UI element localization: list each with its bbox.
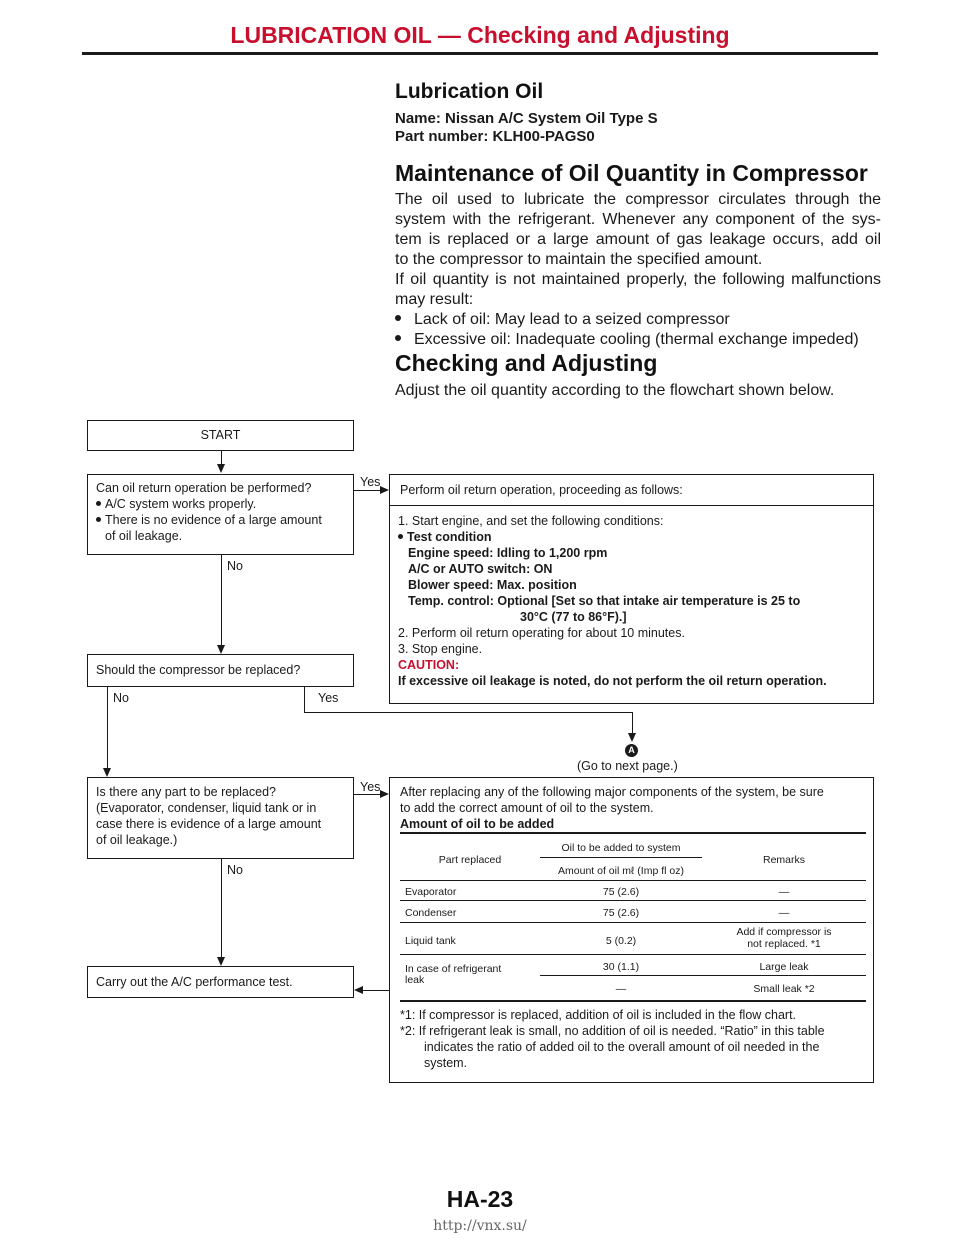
question-text: (Evaporator, condenser, liquid tank or in bbox=[96, 801, 317, 815]
arrow-down-icon bbox=[217, 645, 225, 654]
arrow-down-icon bbox=[628, 733, 636, 742]
table-cell: — bbox=[778, 886, 790, 898]
instruction-text: to add the correct amount of oil to the system. bbox=[400, 801, 654, 815]
table-cell: Condenser bbox=[405, 907, 457, 919]
table-cell bbox=[405, 964, 501, 986]
oil-part-number-line: Part number: KLH00-PAGS0 bbox=[395, 128, 595, 145]
question-compressor-replace-box: Should the compressor be replaced? bbox=[87, 654, 354, 687]
connector-line bbox=[354, 490, 380, 491]
bullet-icon bbox=[395, 315, 401, 321]
arrow-down-icon bbox=[217, 464, 225, 473]
table-header: Oil to be added to system bbox=[561, 842, 681, 854]
condition-line: Blower speed: Max. position bbox=[408, 578, 577, 592]
table-cell: Small leak *2 bbox=[753, 983, 815, 995]
connector-line bbox=[304, 712, 632, 713]
arrow-left-icon bbox=[354, 986, 363, 994]
yes-label: Yes bbox=[318, 691, 339, 705]
table-title: Amount of oil to be added bbox=[400, 817, 555, 831]
oil-amount-box bbox=[389, 777, 874, 1083]
table-header: Remarks bbox=[762, 854, 805, 866]
condition-line: Temp. control: Optional [Set so that intake air temperature is 25 to bbox=[408, 594, 801, 608]
question-part-replace-box bbox=[87, 777, 354, 859]
part-line: leak bbox=[405, 974, 425, 986]
page-header-title: LUBRICATION OIL — Checking and Adjusting bbox=[230, 22, 730, 48]
performance-test-box: Carry out the A/C performance test. bbox=[87, 966, 354, 998]
caution-label: CAUTION: bbox=[398, 658, 460, 672]
table-cell: 5 (0.2) bbox=[605, 935, 637, 947]
maint-p2-line: If oil quantity is not maintained properly, the following malfunctions bbox=[395, 271, 881, 288]
question-text: of oil leakage.) bbox=[96, 833, 178, 847]
condition-text: A/C system works properly. bbox=[105, 497, 257, 511]
checking-intro: Adjust the oil quantity according to the flowchart shown below. bbox=[395, 382, 835, 399]
table-rule bbox=[400, 1000, 866, 1002]
caution-text: If excessive oil leakage is noted, do not perform the oil return operation. bbox=[398, 674, 827, 688]
oil-name-line: Name: Nissan A/C System Oil Type S bbox=[395, 110, 658, 127]
oil-return-procedure-box bbox=[389, 474, 874, 704]
footnote: *2: If refrigerant leak is small, no addition of oil is needed. “Ratio” in this table bbox=[400, 1024, 825, 1038]
table-rule bbox=[400, 832, 866, 834]
condition-line: Engine speed: Idling to 1,200 rpm bbox=[408, 546, 608, 560]
table-rule bbox=[400, 922, 866, 923]
question-text: Is there any part to be replaced? bbox=[96, 785, 276, 799]
condition-line: 30°C (77 to 86°F).] bbox=[520, 610, 627, 624]
condition-text: of oil leakage. bbox=[105, 529, 183, 543]
checking-adjusting-heading: Checking and Adjusting bbox=[395, 350, 658, 376]
malfunction-list bbox=[395, 310, 895, 350]
table-cell: 30 (1.1) bbox=[602, 961, 640, 973]
start-box: START bbox=[87, 420, 354, 451]
table-rule bbox=[400, 900, 866, 901]
maintenance-paragraph-1 bbox=[395, 190, 881, 310]
list-item-text: Lack of oil: May lead to a seized compressor bbox=[414, 311, 730, 328]
yes-label: Yes bbox=[360, 780, 381, 794]
footnote: system. bbox=[424, 1056, 468, 1070]
maintenance-heading: Maintenance of Oil Quantity in Compressor bbox=[395, 160, 868, 186]
table-rule bbox=[400, 954, 866, 955]
footnote: indicates the ratio of added oil to the overall amount of oil needed in the bbox=[424, 1040, 820, 1054]
table-rule bbox=[540, 857, 702, 858]
arrow-right-icon bbox=[380, 790, 389, 798]
table-rule bbox=[400, 880, 866, 881]
table-cell: — bbox=[778, 907, 790, 919]
go-to-next-page-note: (Go to next page.) bbox=[577, 759, 678, 773]
connector-line bbox=[304, 687, 305, 712]
table-cell: 75 (2.6) bbox=[602, 907, 640, 919]
table-cell: — bbox=[615, 983, 627, 995]
procedure-step: 2. Perform oil return operating for about 10 minutes. bbox=[398, 626, 685, 640]
question-text: case there is evidence of a large amount bbox=[96, 817, 322, 831]
connector-line bbox=[363, 990, 389, 991]
question-oil-return-box bbox=[87, 474, 354, 555]
list-item bbox=[395, 330, 895, 350]
condition-line: A/C or AUTO switch: ON bbox=[408, 562, 553, 576]
source-url-link[interactable]: http://vnx.su/ bbox=[433, 1218, 527, 1234]
connector-line bbox=[354, 794, 380, 795]
arrow-down-icon bbox=[217, 957, 225, 966]
remarks-line: Add if compressor is bbox=[736, 926, 832, 938]
yes-label: Yes bbox=[360, 475, 381, 489]
maint-p1-line: to the compressor to maintain the specified amount. bbox=[395, 251, 763, 268]
test-condition-title bbox=[398, 529, 865, 545]
arrow-down-icon bbox=[103, 768, 111, 777]
table-rule bbox=[540, 975, 866, 976]
bullet-icon bbox=[96, 517, 101, 522]
condition-text: There is no evidence of a large amount bbox=[105, 513, 322, 527]
header-rule bbox=[82, 52, 878, 55]
maint-p1-line: The oil used to lubricate the compressor circulates through the bbox=[395, 191, 881, 208]
procedure-step: 3. Stop engine. bbox=[398, 642, 483, 656]
connector-a-icon: A bbox=[625, 744, 638, 757]
question-condition bbox=[96, 512, 345, 528]
instruction-text: After replacing any of the following major components of the system, be sure bbox=[400, 785, 824, 799]
procedure-step: 1. Start engine, and set the following conditions: bbox=[398, 514, 664, 528]
bullet-icon bbox=[398, 534, 403, 539]
maint-p1-line: system with the refrigerant. Whenever any component of the sys- bbox=[395, 211, 881, 228]
bullet-icon bbox=[395, 335, 401, 341]
footnote: *1: If compressor is replaced, addition of oil is included in the flow chart. bbox=[400, 1008, 797, 1022]
no-label: No bbox=[113, 691, 129, 705]
table-cell: 75 (2.6) bbox=[602, 886, 640, 898]
no-label: No bbox=[227, 863, 243, 877]
connector-line bbox=[221, 555, 222, 652]
part-line: In case of refrigerant bbox=[405, 963, 502, 975]
list-item-text: Excessive oil: Inadequate cooling (thermal exchange impeded) bbox=[414, 331, 859, 348]
condition-title-text: Test condition bbox=[407, 530, 492, 544]
question-text: Can oil return operation be performed? bbox=[96, 481, 312, 495]
maint-p2-line: may result: bbox=[395, 291, 474, 308]
remarks-line: not replaced. *1 bbox=[747, 938, 821, 950]
bullet-icon bbox=[96, 501, 101, 506]
table-header: Amount of oil mℓ (Imp fl oz) bbox=[558, 865, 684, 877]
table-cell: Liquid tank bbox=[405, 935, 456, 947]
table-cell: Evaporator bbox=[405, 886, 457, 898]
no-label: No bbox=[227, 559, 243, 573]
maint-p1-line: tem is replaced or a large amount of gas leakage occurs, add oil bbox=[395, 231, 881, 248]
connector-line bbox=[221, 859, 222, 964]
question-condition bbox=[96, 496, 345, 512]
table-header: Part replaced bbox=[438, 854, 502, 866]
table-cell: Large leak bbox=[759, 961, 809, 973]
connector-line bbox=[107, 687, 108, 775]
procedure-title: Perform oil return operation, proceeding as follows: bbox=[400, 483, 683, 497]
table-cell bbox=[702, 926, 866, 950]
lubrication-oil-heading: Lubrication Oil bbox=[395, 80, 544, 103]
arrow-right-icon bbox=[380, 486, 389, 494]
list-item bbox=[395, 310, 895, 330]
page-number: HA-23 bbox=[446, 1186, 514, 1212]
